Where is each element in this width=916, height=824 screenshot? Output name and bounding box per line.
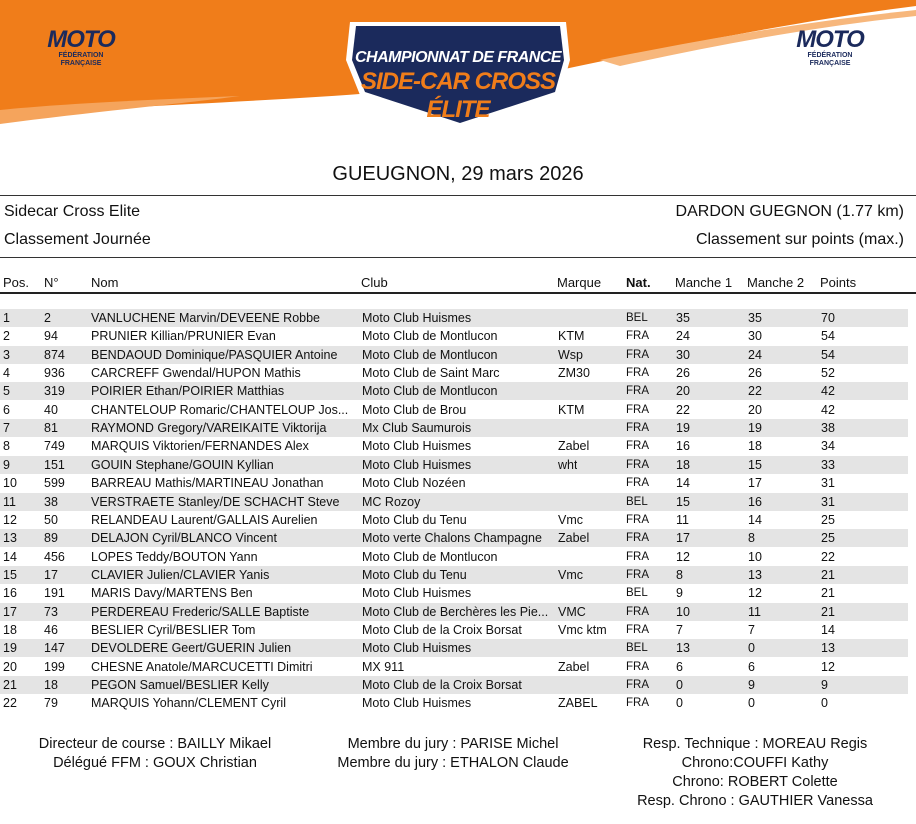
row-nom: PRUNIER Killian/PRUNIER Evan: [91, 329, 276, 344]
row-marque: Zabel: [558, 659, 590, 674]
divider: [0, 257, 916, 258]
row-club: MC Rozoy: [362, 494, 421, 509]
row-pos: 22: [3, 696, 17, 711]
row-manche2: 18: [748, 439, 762, 454]
row-points: 42: [821, 402, 835, 417]
row-manche2: 0: [748, 696, 755, 711]
row-manche2: 19: [748, 421, 762, 436]
row-manche2: 8: [748, 531, 755, 546]
row-nat: FRA: [626, 330, 649, 343]
row-nom: BESLIER Cyril/BESLIER Tom: [91, 622, 256, 637]
row-manche1: 19: [676, 421, 690, 436]
row-points: 52: [821, 366, 835, 381]
row-nom: POIRIER Ethan/POIRIER Matthias: [91, 384, 285, 399]
row-manche1: 14: [676, 476, 690, 491]
row-manche1: 0: [676, 678, 683, 692]
official-entry: Resp. Technique : MOREAU Regis: [642, 736, 868, 752]
row-manche2: 20: [748, 402, 762, 417]
row-nom: CLAVIER Julien/CLAVIER Yanis: [91, 567, 270, 582]
row-points: 31: [821, 494, 835, 509]
row-num: 749: [44, 439, 65, 454]
row-marque: Wsp: [558, 347, 583, 362]
row-num: 18: [44, 678, 58, 692]
row-nom: VERSTRAETE Stanley/DE SCHACHT Steve: [91, 494, 340, 509]
row-nat: FRA: [626, 458, 649, 471]
category-label: Sidecar Cross Elite: [4, 203, 141, 220]
row-manche1: 20: [676, 384, 690, 399]
ffm-logo-left: [36, 28, 126, 68]
row-marque: Vmc ktm: [558, 622, 607, 637]
row-points: 25: [821, 531, 835, 546]
row-nat: FRA: [626, 422, 649, 435]
row-nat: FRA: [626, 385, 649, 398]
row-club: Moto Club de la Croix Borsat: [362, 622, 522, 637]
row-num: 199: [44, 659, 65, 674]
row-nom: LOPES Teddy/BOUTON Yann: [91, 549, 258, 564]
row-nat: BEL: [626, 312, 648, 324]
row-club: Moto Club de Montlucon: [362, 549, 498, 564]
table-row: [0, 658, 908, 676]
row-points: 70: [821, 311, 835, 325]
row-manche1: 13: [676, 641, 690, 656]
header-num: N°: [44, 275, 59, 290]
row-num: 46: [44, 622, 58, 637]
table-row: [0, 548, 908, 566]
row-nat: BEL: [626, 495, 648, 508]
championship-title-line2: SIDE-CAR CROSS ÉLITE: [360, 68, 556, 123]
row-nat: FRA: [626, 697, 649, 710]
row-marque: Zabel: [558, 439, 590, 454]
row-pos: 6: [3, 402, 10, 417]
row-pos: 8: [3, 439, 10, 454]
row-points: 21: [821, 604, 835, 619]
row-num: 2: [44, 311, 51, 325]
row-nom: MARIS Davy/MARTENS Ben: [91, 586, 253, 601]
row-manche2: 13: [748, 567, 762, 582]
table-row: [0, 621, 908, 639]
logo-subtitle-1: FÉDÉRATION: [58, 52, 104, 59]
row-num: 79: [44, 696, 58, 711]
row-num: 89: [44, 531, 58, 546]
row-pos: 20: [3, 659, 17, 674]
row-nat: FRA: [626, 679, 649, 691]
row-nat: FRA: [626, 348, 649, 361]
row-nat: FRA: [626, 568, 649, 581]
classement-label: Classement Journée: [4, 231, 151, 248]
row-marque: ZM30: [558, 366, 590, 381]
row-nom: BARREAU Mathis/MARTINEAU Jonathan: [91, 476, 324, 491]
row-manche1: 0: [676, 696, 683, 711]
header-club: Club: [361, 275, 388, 290]
row-manche2: 14: [748, 512, 762, 527]
header-points: Points: [820, 275, 857, 290]
row-points: 14: [821, 622, 835, 637]
row-club: Mx Club Saumurois: [362, 421, 472, 436]
circuit-label: DARDON GUEGNON (1.77 km): [675, 203, 904, 220]
row-manche1: 22: [676, 402, 690, 417]
row-points: 21: [821, 586, 835, 601]
row-manche1: 26: [676, 366, 690, 381]
row-num: 94: [44, 329, 58, 344]
row-club: Moto Club de Montlucon: [362, 384, 498, 399]
row-manche2: 24: [748, 347, 762, 362]
row-manche1: 18: [676, 457, 690, 472]
row-club: Moto Club de Saint Marc: [362, 366, 500, 381]
table-row: [0, 382, 908, 400]
row-club: Moto Club Nozéen: [362, 476, 466, 491]
header-manche1: Manche 1: [675, 275, 733, 290]
row-nat: FRA: [626, 440, 649, 453]
row-points: 54: [821, 347, 835, 362]
row-pos: 3: [3, 347, 10, 362]
row-nat: FRA: [626, 513, 649, 526]
row-club: Moto Club Huismes: [362, 696, 472, 711]
row-manche1: 10: [676, 604, 690, 619]
row-manche1: 16: [676, 439, 690, 454]
row-num: 874: [44, 347, 65, 362]
row-manche2: 26: [748, 366, 762, 381]
row-club: Moto Club Huismes: [362, 439, 472, 454]
row-nom: PEGON Samuel/BESLIER Kelly: [91, 678, 269, 692]
row-manche2: 11: [748, 604, 761, 619]
row-manche1: 6: [676, 659, 683, 674]
row-club: Moto Club de Montlucon: [362, 329, 498, 344]
row-nom: MARQUIS Yohann/CLEMENT Cyril: [91, 696, 286, 711]
logo-subtitle-2: FRANÇAISE: [809, 60, 851, 67]
row-points: 31: [821, 476, 835, 491]
header-manche2: Manche 2: [747, 275, 805, 290]
row-marque: Zabel: [558, 531, 590, 546]
row-num: 151: [44, 457, 65, 472]
row-manche1: 17: [676, 531, 690, 546]
table-row: [0, 511, 908, 529]
row-manche2: 17: [748, 476, 762, 491]
row-marque: ZABEL: [558, 696, 598, 711]
row-nom: VANLUCHENE Marvin/DEVEENE Robbe: [91, 311, 321, 325]
table-row: [0, 584, 908, 602]
table-row: [0, 346, 908, 364]
row-marque: KTM: [558, 329, 585, 344]
row-club: Moto Club du Tenu: [362, 567, 467, 582]
row-pos: 15: [3, 567, 17, 582]
row-manche1: 24: [676, 329, 690, 344]
championship-shield: [343, 16, 573, 132]
officials-col2: [318, 735, 588, 773]
row-num: 40: [44, 402, 58, 417]
row-nat: FRA: [626, 477, 649, 490]
official-entry: Directeur de course : BAILLY Mikael: [38, 736, 272, 752]
row-points: 33: [821, 457, 835, 472]
row-nat: FRA: [626, 623, 649, 636]
row-nat: FRA: [626, 403, 649, 416]
row-nom: DELAJON Cyril/BLANCO Vincent: [91, 531, 277, 546]
row-pos: 14: [3, 549, 17, 564]
row-manche2: 10: [748, 549, 762, 564]
row-club: Moto Club Huismes: [362, 641, 472, 656]
row-points: 0: [821, 696, 828, 711]
row-points: 22: [821, 549, 835, 564]
header-marque: Marque: [557, 275, 602, 290]
row-nom: CHESNE Anatole/MARCUCETTI Dimitri: [91, 659, 313, 674]
row-pos: 13: [3, 531, 17, 546]
table-row: [0, 364, 908, 382]
table-row: [0, 603, 908, 621]
row-manche1: 9: [676, 586, 683, 601]
row-club: Moto Club de la Croix Borsat: [362, 678, 522, 692]
row-manche2: 6: [748, 659, 755, 674]
row-points: 21: [821, 567, 835, 582]
table-row: [0, 529, 908, 547]
logo-brand: MOTO: [796, 26, 864, 53]
row-num: 319: [44, 384, 65, 399]
row-nom: CARCREFF Gwendal/HUPON Mathis: [91, 366, 301, 381]
classement-mode-label: Classement sur points (max.): [695, 231, 904, 248]
row-pos: 11: [3, 494, 16, 509]
row-nom: MARQUIS Viktorien/FERNANDES Alex: [91, 439, 309, 454]
row-pos: 2: [3, 329, 10, 344]
table-row: [0, 309, 908, 327]
header-nom: Nom: [91, 275, 119, 290]
row-pos: 17: [3, 604, 17, 619]
row-num: 38: [44, 494, 58, 509]
row-points: 12: [821, 659, 835, 674]
row-marque: KTM: [558, 402, 585, 417]
header-underline: [0, 292, 916, 294]
row-club: Moto Club Huismes: [362, 311, 472, 325]
table-row: [0, 456, 908, 474]
row-pos: 4: [3, 366, 10, 381]
header-nat: Nat.: [626, 275, 651, 290]
row-pos: 21: [3, 678, 17, 692]
row-manche1: 7: [676, 622, 683, 637]
row-pos: 5: [3, 384, 10, 399]
official-entry: Délégué FFM : GOUX Christian: [53, 755, 257, 771]
row-manche1: 8: [676, 567, 683, 582]
logo-subtitle-1: FÉDÉRATION: [807, 52, 853, 59]
row-nom: RELANDEAU Laurent/GALLAIS Aurelien: [91, 512, 318, 527]
table-row: [0, 401, 908, 419]
row-nom: RAYMOND Gregory/VAREIKAITE Viktorija: [91, 421, 327, 436]
row-points: 9: [821, 678, 828, 692]
table-row: [0, 639, 908, 657]
row-club: Moto Club du Tenu: [362, 512, 467, 527]
row-marque: Vmc: [558, 512, 583, 527]
row-manche2: 9: [748, 678, 755, 692]
row-manche2: 0: [748, 641, 755, 656]
row-nat: BEL: [626, 642, 648, 655]
row-pos: 10: [3, 476, 17, 491]
row-club: MX 911: [362, 659, 405, 674]
official-entry: Resp. Chrono : GAUTHIER Vanessa: [637, 793, 873, 809]
table-row: [0, 437, 908, 455]
row-nat: FRA: [626, 532, 649, 545]
row-nom: GOUIN Stephane/GOUIN Kyllian: [91, 457, 274, 472]
row-manche2: 16: [748, 494, 762, 509]
table-row: [0, 493, 908, 511]
header-pos: Pos.: [3, 275, 30, 290]
row-num: 456: [44, 549, 65, 564]
official-entry: Chrono: ROBERT Colette: [672, 774, 838, 790]
row-pos: 18: [3, 622, 17, 637]
table-row: [0, 694, 908, 712]
row-nat: FRA: [626, 660, 649, 673]
row-points: 25: [821, 512, 835, 527]
row-pos: 1: [3, 311, 10, 325]
row-marque: Vmc: [558, 567, 583, 582]
row-club: Moto Club de Berchères les Pie...: [362, 604, 549, 619]
table-row: [0, 474, 908, 492]
logo-subtitle-2: FRANÇAISE: [60, 60, 102, 67]
row-club: Moto Club Huismes: [362, 586, 472, 601]
row-club: Moto Club de Brou: [362, 402, 467, 417]
row-num: 599: [44, 476, 65, 491]
divider: [0, 195, 916, 196]
row-nom: DEVOLDERE Geert/GUERIN Julien: [91, 641, 292, 656]
row-manche1: 12: [676, 549, 690, 564]
row-points: 34: [821, 439, 835, 454]
row-points: 13: [821, 641, 835, 656]
row-points: 42: [821, 384, 835, 399]
row-pos: 16: [3, 586, 17, 601]
row-manche1: 30: [676, 347, 690, 362]
row-club: Moto verte Chalons Champagne: [362, 531, 542, 546]
row-manche2: 22: [748, 384, 762, 399]
ffm-logo-right: [785, 28, 875, 68]
row-marque: wht: [558, 457, 578, 472]
official-entry: Membre du jury : PARISE Michel: [347, 736, 559, 752]
row-pos: 9: [3, 457, 10, 472]
table-row: [0, 327, 908, 345]
row-manche2: 15: [748, 457, 762, 472]
officials-col1: [10, 735, 300, 773]
row-manche1: 35: [676, 311, 690, 325]
row-nat: FRA: [626, 367, 649, 380]
table-row: [0, 419, 908, 437]
row-club: Moto Club de Montlucon: [362, 347, 498, 362]
row-manche2: 12: [748, 586, 762, 601]
row-nat: FRA: [626, 550, 649, 563]
row-num: 191: [44, 586, 65, 601]
row-points: 54: [821, 329, 835, 344]
event-title: GUEUGNON, 29 mars 2026: [332, 163, 584, 185]
row-manche2: 35: [748, 311, 762, 325]
row-num: 73: [44, 604, 58, 619]
row-manche2: 7: [748, 622, 755, 637]
row-num: 147: [44, 641, 65, 656]
row-nat: BEL: [626, 587, 648, 600]
row-num: 17: [44, 567, 58, 582]
row-pos: 7: [3, 421, 10, 436]
row-manche1: 15: [676, 494, 690, 509]
row-club: Moto Club Huismes: [362, 457, 472, 472]
row-manche2: 30: [748, 329, 762, 344]
logo-brand: MOTO: [47, 26, 115, 53]
row-pos: 12: [3, 512, 17, 527]
table-row: [0, 676, 908, 694]
row-num: 81: [44, 421, 58, 436]
row-nom: PERDEREAU Frederic/SALLE Baptiste: [91, 604, 310, 619]
official-entry: Chrono:COUFFI Kathy: [681, 755, 829, 771]
officials-col3: [615, 735, 895, 811]
row-nom: CHANTELOUP Romaric/CHANTELOUP Jos...: [91, 402, 349, 417]
row-marque: VMC: [558, 604, 586, 619]
official-entry: Membre du jury : ETHALON Claude: [337, 755, 569, 771]
row-num: 936: [44, 366, 65, 381]
row-points: 38: [821, 421, 835, 436]
row-nat: FRA: [626, 605, 649, 618]
championship-title-line1: CHAMPIONNAT DE FRANCE: [354, 49, 562, 66]
row-num: 50: [44, 512, 58, 527]
row-manche1: 11: [676, 512, 689, 527]
table-row: [0, 566, 908, 584]
row-pos: 19: [3, 641, 17, 656]
row-nom: BENDAOUD Dominique/PASQUIER Antoine: [91, 347, 338, 362]
